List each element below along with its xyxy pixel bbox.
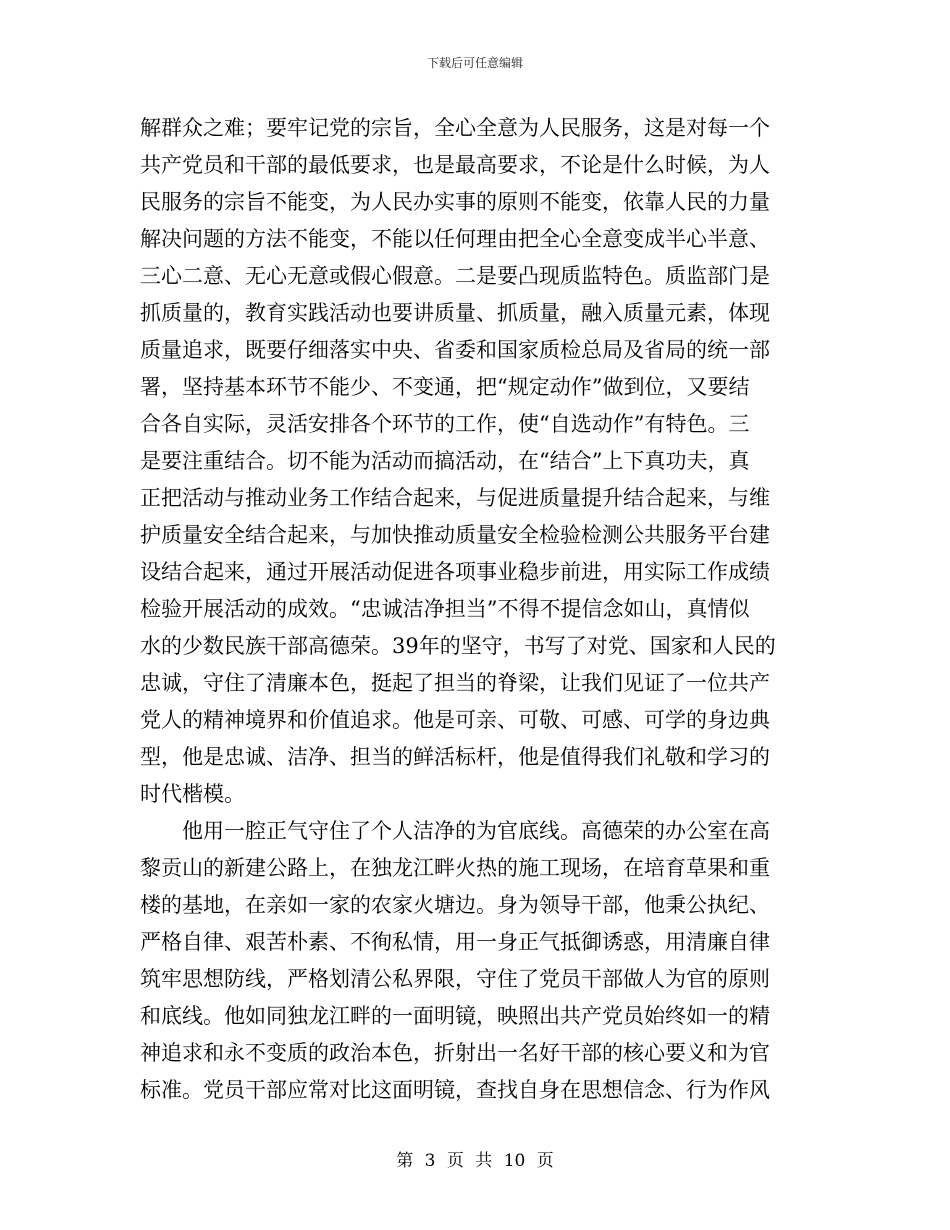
text-line: 抓质量的，教育实践活动也要讲质量、抓质量，融入质量元素，体现 (140, 301, 770, 325)
text-line: 忠诚，守住了清廉本色，挺起了担当的脊梁，让我们见证了一位共产 (140, 671, 770, 695)
page-header: 下载后可任意编辑 (426, 56, 523, 70)
paragraph-1 (140, 110, 796, 813)
text-line: 时代楷模。 (140, 782, 245, 806)
body-text (140, 110, 796, 1109)
page-footer: 第 3 页 共 10 页 (396, 1151, 554, 1171)
text-line: 设结合起来，通过开展活动促进各项事业稳步前进，用实际工作成绩 (140, 560, 770, 584)
text-line: 他用一腔正气守住了个人洁净的为官底线。高德荣的办公室在高 (182, 819, 770, 843)
text-line: 黎贡山的新建公路上，在独龙江畔火热的施工现场，在培育草果和重 (140, 856, 770, 880)
text-line: 是要注重结合。切不能为活动而搞活动，在“结合”上下真功夫，真 (140, 449, 750, 473)
text-line: 神追求和永不变质的政治本色，折射出一名好干部的核心要义和为官 (140, 1041, 770, 1065)
text-line: 型，他是忠诚、洁净、担当的鲜活标杆，他是值得我们礼敬和学习的 (140, 745, 770, 769)
text-line: 护质量安全结合起来，与加快推动质量安全检验检测公共服务平台建 (140, 523, 770, 547)
text-line: 解群众之难；要牢记党的宗旨，全心全意为人民服务，这是对每一个 (140, 116, 770, 140)
text-line: 筑牢思想防线，严格划清公私界限，守住了党员干部做人为官的原则 (140, 967, 770, 991)
text-line: 合各自实际，灵活安排各个环节的工作，使“自选动作”有特色。三 (140, 412, 750, 436)
text-line: 正把活动与推动业务工作结合起来，与促进质量提升结合起来，与维 (140, 486, 770, 510)
text-line: 党人的精神境界和价值追求。他是可亲、可敬、可感、可学的身边典 (140, 708, 770, 732)
text-line: 署，坚持基本环节不能少、不变通，把“规定动作”做到位，又要结 (140, 375, 750, 399)
text-line: 和底线。他如同独龙江畔的一面明镜，映照出共产党员始终如一的精 (140, 1004, 770, 1028)
text-line: 楼的基地，在亲如一家的农家火塘边。身为领导干部，他秉公执纪、 (140, 893, 770, 917)
paragraph-2 (140, 813, 796, 1109)
text-line: 民服务的宗旨不能变，为人民办实事的原则不能变，依靠人民的力量 (140, 190, 770, 214)
text-line: 标准。党员干部应常对比这面明镜，查找自身在思想信念、行为作风 (140, 1078, 770, 1102)
text-line: 检验开展活动的成效。“忠诚洁净担当”不得不提信念如山，真情似 (140, 597, 750, 621)
text-line: 共产党员和干部的最低要求，也是最高要求，不论是什么时候，为人 (140, 153, 770, 177)
text-line: 水的少数民族干部高德荣。39年的坚守，书写了对党、国家和人民的 (140, 634, 776, 658)
text-line: 质量追求，既要仔细落实中央、省委和国家质检总局及省局的统一部 (140, 338, 770, 362)
text-line: 解决问题的方法不能变，不能以任何理由把全心全意变成半心半意、 (140, 227, 770, 251)
text-line: 严格自律、艰苦朴素、不徇私情，用一身正气抵御诱惑，用清廉自律 (140, 930, 770, 954)
text-line: 三心二意、无心无意或假心假意。二是要凸现质监特色。质监部门是 (140, 264, 770, 288)
